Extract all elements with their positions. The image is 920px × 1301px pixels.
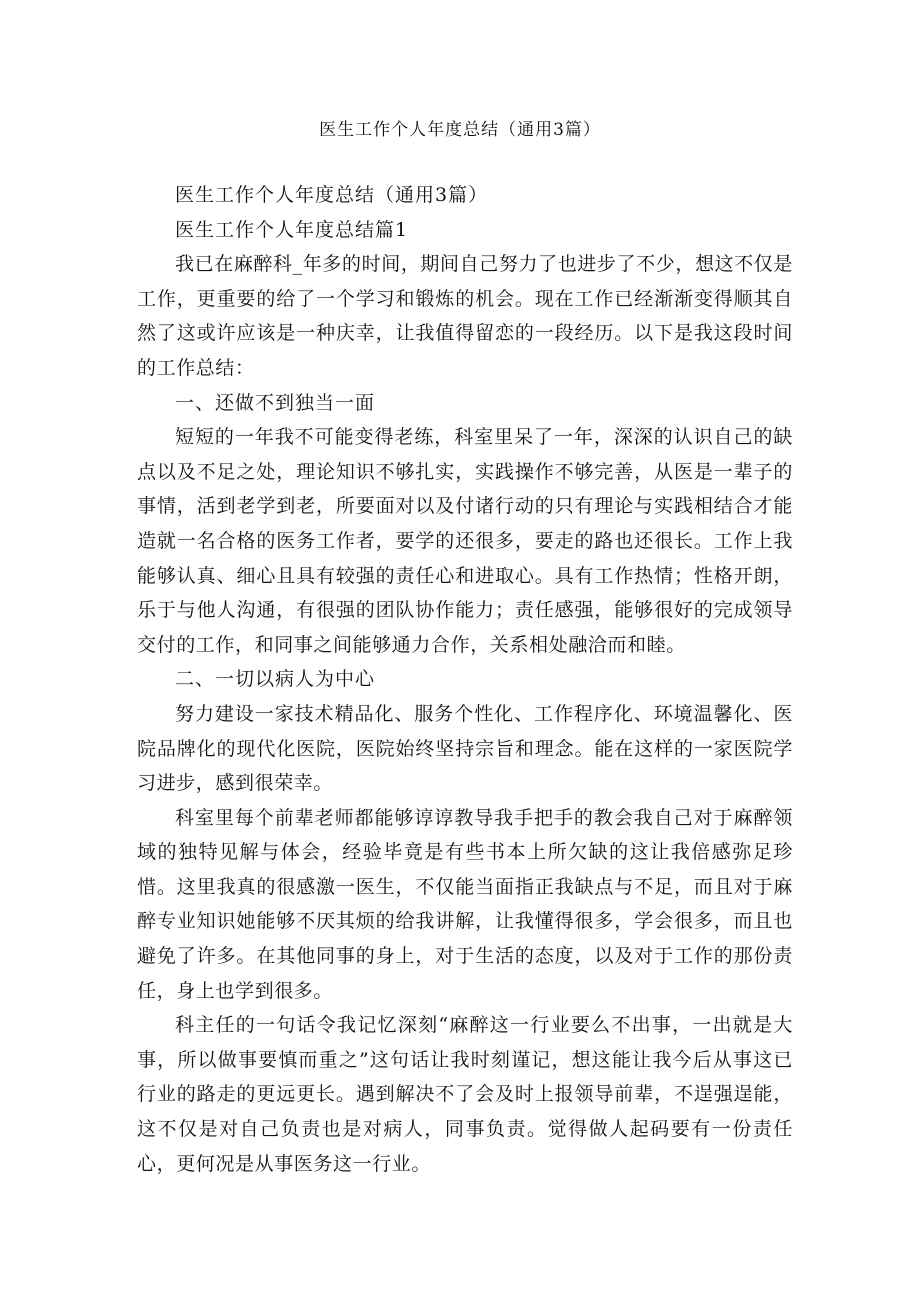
- subsection-heading: 一、还做不到独当一面: [175, 391, 376, 414]
- document-title: 医生工作个人年度总结（通用3篇）: [319, 120, 601, 140]
- article-heading: 医生工作个人年度总结篇1: [175, 218, 409, 241]
- section-title: 医生工作个人年度总结（通用3篇）: [175, 184, 489, 206]
- body-paragraph: 短短的一年我不可能变得老练，科室里呆了一年，深深的认识自己的缺点以及不足之处，理论知识不够扎实，实践操作不够完善，从医是一辈子的事情，活到老学到老，所要面对以及付诸行动的只有理论与实践相结合才能造就一名合格的医务工作者，要学的还很多，要走的路也还很长。工作上我能够认真、细心且具有较强的责任心和进取心。具有工作热情；性格开朗，乐于与他人沟通，有很强的团队协作能力；责任感强，能够很好的完成领导交付的工作，和同事之间能够通力合作，关系相处融洽而和睦。: [137, 426, 793, 656]
- body-paragraph: 科主任的一句话令我记忆深刻“麻醉这一行业要么不出事，一出就是大事，所以做事要慎而重之”这句话让我时刻谨记，想这能让我今后从事这已行业的路走的更远更长。遇到解决不了会及时上报领导前辈，不逞强逞能，这不仅是对自己负责也是对病人，同事负责。觉得做人起码要有一份责任心，更何况是从事医务这一行业。: [137, 1014, 793, 1175]
- subsection-heading: 二、一切以病人为中心: [175, 668, 376, 691]
- document-body: [137, 178, 793, 1181]
- body-paragraph: 努力建设一家技术精品化、服务个性化、工作程序化、环境温馨化、医院品牌化的现代化医院，医院始终坚持宗旨和理念。能在这样的一家医院学习进步，感到很荣幸。: [137, 702, 793, 795]
- body-paragraph: 我已在麻醉科_年多的时间，期间自己努力了也进步了不少，想这不仅是工作，更重要的给了一个学习和锻炼的机会。现在工作已经渐渐变得顺其自然了这或许应该是一种庆幸，让我值得留恋的一段经历。以下是我这段时间的工作总结：: [137, 253, 793, 379]
- body-paragraph: 科室里每个前辈老师都能够谆谆教导我手把手的教会我自己对于麻醉领域的独特见解与体会，经验毕竟是有些书本上所欠缺的这让我倍感弥足珍惜。这里我真的很感激一医生，不仅能当面指正我缺点与不足，而且对于麻醉专业知识她能够不厌其烦的给我讲解，让我懂得很多，学会很多，而且也避免了许多。在其他同事的身上，对于生活的态度，以及对于工作的那份责任，身上也学到很多。: [137, 806, 793, 1002]
